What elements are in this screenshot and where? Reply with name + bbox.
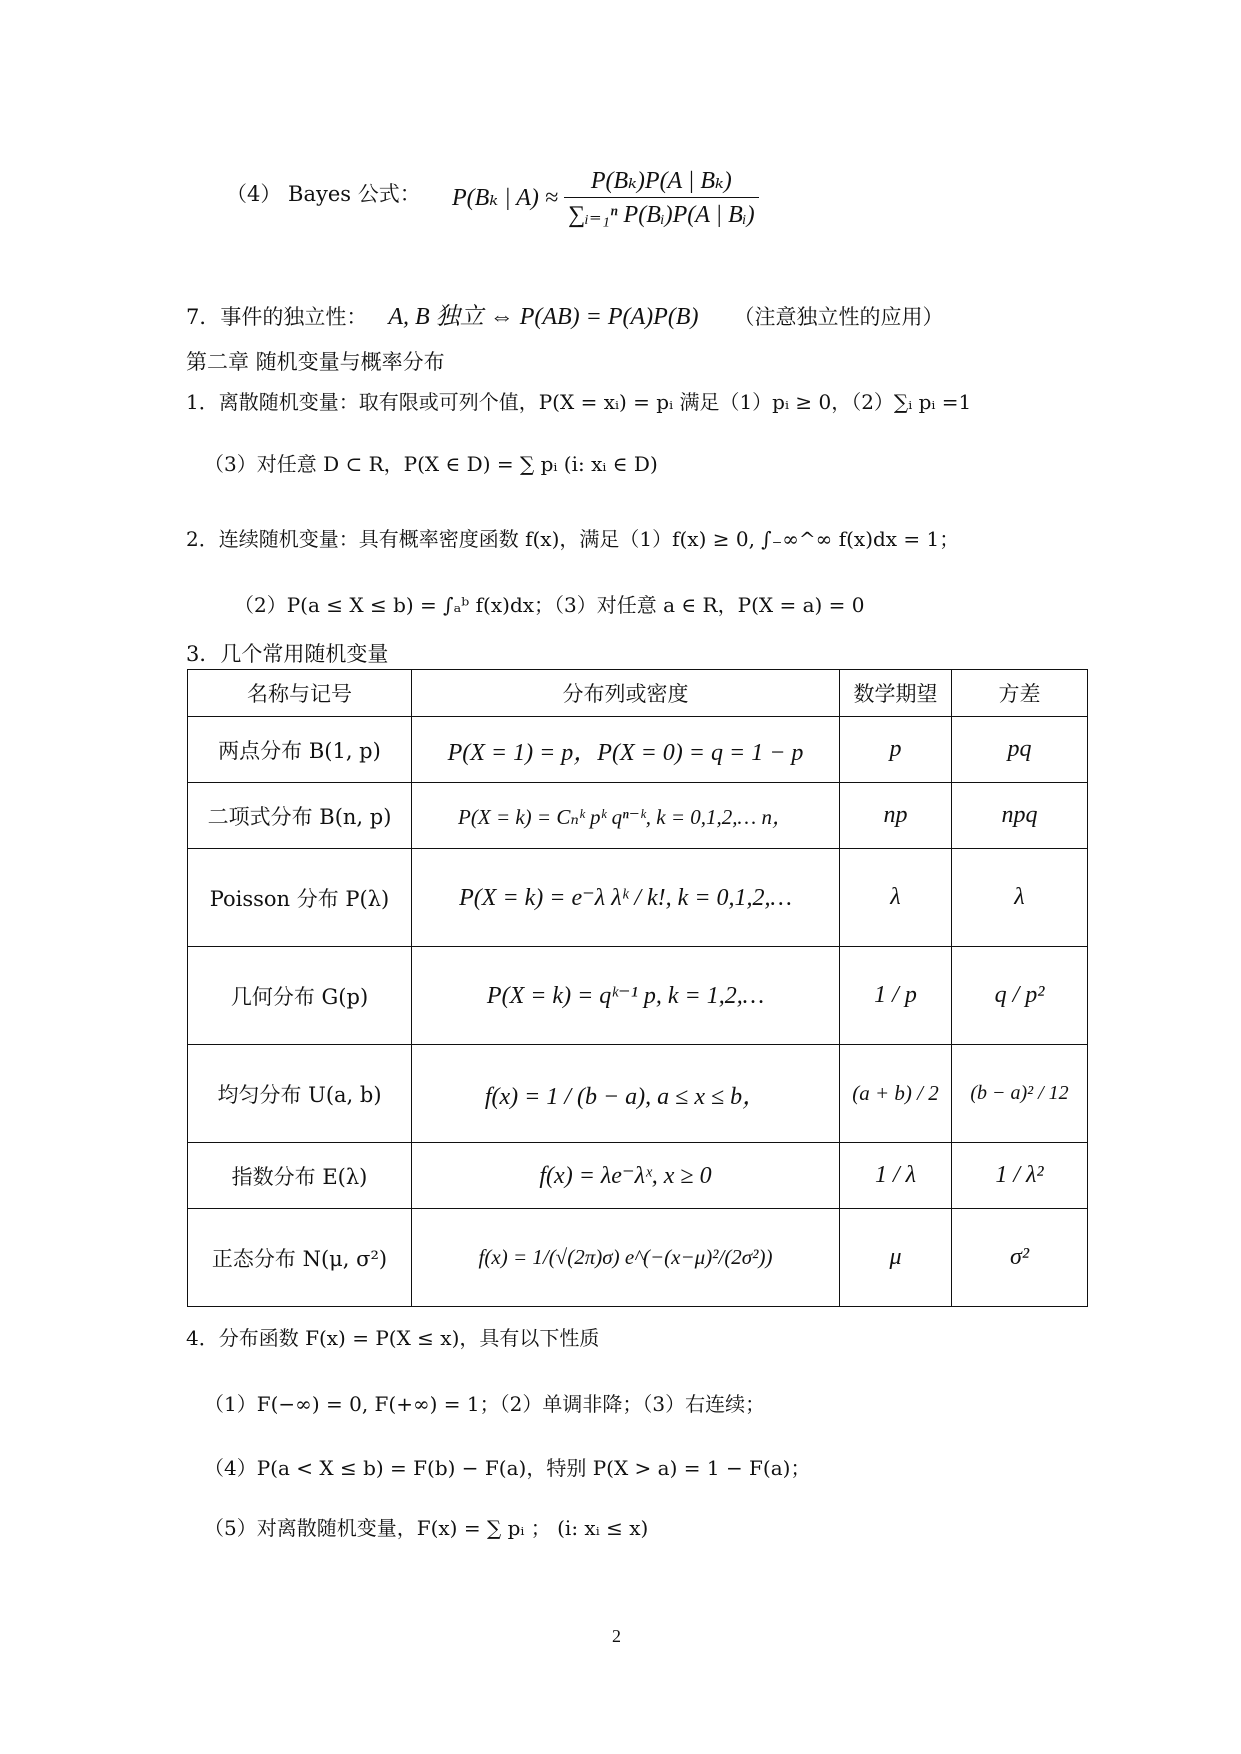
independence-label: 7．事件的独立性： <box>186 305 368 329</box>
independence-formula: A, B 独立 ⇔ P(AB) = P(A)P(B) <box>388 304 699 330</box>
row-density: P(X = k) = e⁻λ λᵏ / k!, k = 0,1,2,… <box>412 849 840 947</box>
bayes-lhs: P(Bₖ | A) ≈ <box>452 185 559 211</box>
row-mean: μ <box>840 1209 952 1307</box>
table-row <box>188 783 1088 849</box>
row-variance: (b − a)² / 12 <box>952 1045 1088 1143</box>
independence-line <box>186 296 943 331</box>
table-row <box>188 1143 1088 1209</box>
table-row <box>188 1045 1088 1143</box>
row-mean: (a + b) / 2 <box>840 1045 952 1143</box>
common-rv-heading: 3．几个常用随机变量 <box>186 642 389 666</box>
row-density: f(x) = λe⁻λˣ, x ≥ 0 <box>412 1143 840 1209</box>
row-mean: 1 / λ <box>840 1143 952 1209</box>
page-number: 2 <box>612 1626 621 1646</box>
header-density: 分布列或密度 <box>412 670 840 717</box>
row-density: P(X = 1) = p，P(X = 0) = q = 1 − p <box>412 717 840 783</box>
discrete-line-3: （3）对任意 D ⊂ R，P(X ∈ D) = ∑ pᵢ (i: xᵢ ∈ D) <box>204 452 658 476</box>
row-density: f(x) = 1/(√(2π)σ) e^(−(x−μ)²/(2σ²)) <box>412 1209 840 1307</box>
bayes-formula <box>452 166 759 229</box>
row-variance: pq <box>952 717 1088 783</box>
distribution-table <box>187 669 1088 1307</box>
row-name: Poisson 分布 P(λ) <box>188 849 412 947</box>
row-variance: λ <box>952 849 1088 947</box>
row-mean: p <box>840 717 952 783</box>
bayes-denominator: ∑ᵢ₌₁ⁿ P(Bᵢ)P(A | Bᵢ) <box>568 202 755 228</box>
row-variance: npq <box>952 783 1088 849</box>
row-mean: 1 / p <box>840 947 952 1045</box>
bayes-label: （4） Bayes 公式： <box>226 182 421 206</box>
header-mean: 数学期望 <box>840 670 952 717</box>
header-name: 名称与记号 <box>188 670 412 717</box>
row-name: 均匀分布 U(a, b) <box>188 1045 412 1143</box>
table-row <box>188 717 1088 783</box>
row-name: 二项式分布 B(n, p) <box>188 783 412 849</box>
row-density: f(x) = 1 / (b − a), a ≤ x ≤ b， <box>412 1045 840 1143</box>
header-variance: 方差 <box>952 670 1088 717</box>
bayes-fraction <box>564 166 759 229</box>
row-mean: np <box>840 783 952 849</box>
table-header-row <box>188 670 1088 717</box>
table-row <box>188 947 1088 1045</box>
table-row <box>188 849 1088 947</box>
cdf-property-1: （1）F(−∞) = 0, F(+∞) = 1；（2）单调非降；（3）右连续； <box>204 1392 766 1416</box>
continuous-line-2: （2）P(a ≤ X ≤ b) = ∫ₐᵇ f(x)dx；（3）对任意 a ∈ R，P(X = a) = 0 <box>234 593 865 617</box>
row-name: 正态分布 N(μ, σ²) <box>188 1209 412 1307</box>
table-row <box>188 1209 1088 1307</box>
row-variance: q / p² <box>952 947 1088 1045</box>
row-mean: λ <box>840 849 952 947</box>
continuous-line: 2．连续随机变量：具有概率密度函数 f(x)，满足（1）f(x) ≥ 0, ∫₋∞^∞ f(x)dx = 1； <box>186 527 960 551</box>
discrete-line: 1．离散随机变量：取有限或可列个值，P(X = xᵢ) = pᵢ 满足（1）pᵢ ≥ 0，（2）∑ᵢ pᵢ =1 <box>186 390 972 414</box>
bayes-numerator: P(Bₖ)P(A | Bₖ) <box>564 166 759 198</box>
cdf-line: 4．分布函数 F(x) = P(X ≤ x)，具有以下性质 <box>186 1326 600 1350</box>
row-density: P(X = k) = Cₙᵏ pᵏ qⁿ⁻ᵏ, k = 0,1,2,… n， <box>412 783 840 849</box>
row-name: 指数分布 E(λ) <box>188 1143 412 1209</box>
row-density: P(X = k) = qᵏ⁻¹ p, k = 1,2,… <box>412 947 840 1045</box>
bayes-line <box>226 178 421 208</box>
row-variance: σ² <box>952 1209 1088 1307</box>
cdf-property-5: （5）对离散随机变量，F(x) = ∑ pᵢ ； (i: xᵢ ≤ x) <box>204 1516 649 1540</box>
row-name: 几何分布 G(p) <box>188 947 412 1045</box>
chapter-heading: 第二章 随机变量与概率分布 <box>186 350 445 374</box>
row-variance: 1 / λ² <box>952 1143 1088 1209</box>
independence-note: （注意独立性的应用） <box>733 305 944 329</box>
cdf-property-4: （4）P(a < X ≤ b) = F(b) − F(a)，特别 P(X > a) = 1 − F(a)； <box>204 1456 811 1480</box>
row-name: 两点分布 B(1, p) <box>188 717 412 783</box>
